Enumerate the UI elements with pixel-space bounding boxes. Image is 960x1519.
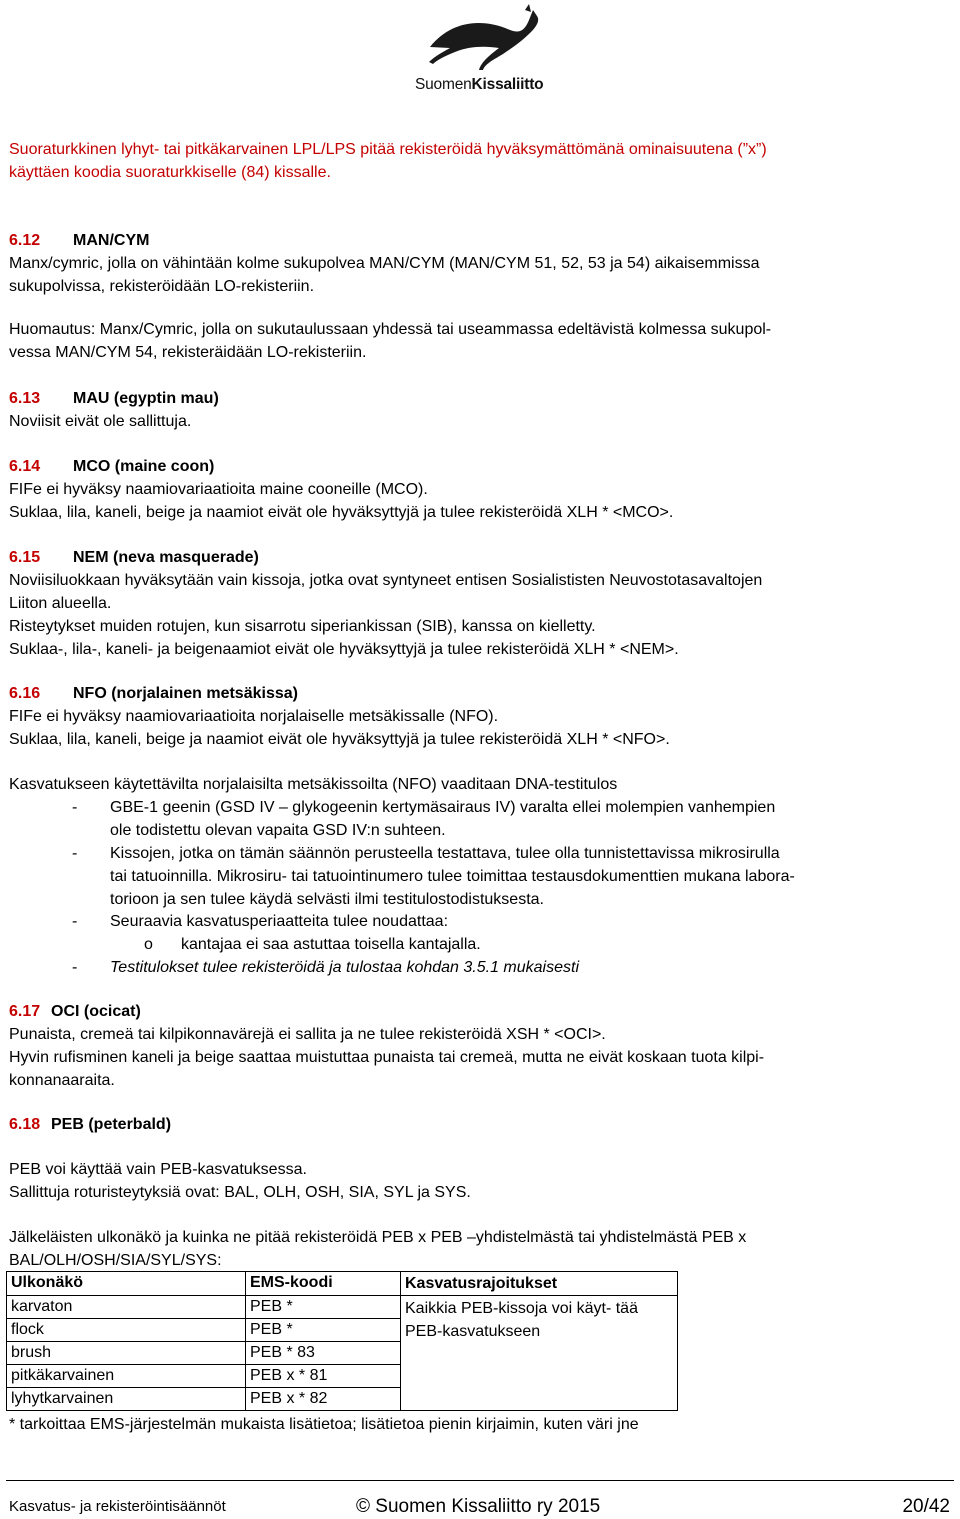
section-number: 6.17 xyxy=(9,1003,41,1020)
table-cell: brush xyxy=(7,1342,246,1365)
bullet-1-line-1: GBE-1 geenin (GSD IV – glykogeenin kertymäsairaus IV) varalta ellei molempien vanhempien xyxy=(110,799,776,816)
s617-line-2: Hyvin rufisminen kaneli ja beige saattaa muistuttaa punaista tai cremeä, mutta ne eivät koskaan tuota kilpi- xyxy=(9,1049,765,1066)
table-cell: PEB * 83 xyxy=(246,1342,401,1365)
s616-line-1: FIFe ei hyväksy naamiovariaatioita norjalaiselle metsäkissalle (NFO). xyxy=(9,708,499,725)
table-cell: flock xyxy=(7,1319,246,1342)
s618-line-2: Sallittuja roturisteytyksiä ovat: BAL, OLH, OSH, SIA, SYL ja SYS. xyxy=(9,1184,471,1201)
footer-divider xyxy=(6,1480,954,1481)
bullet-2-line-1: Kissojen, jotka on tämän säännön perusteella testattava, tulee olla tunnistettavissa mikrosirulla xyxy=(110,845,780,862)
section-number: 6.13 xyxy=(9,390,41,407)
section-6-14-heading xyxy=(9,455,214,478)
restriction-cell: Kaikkia PEB-kissoja voi käyt- tää PEB-kasvatukseen xyxy=(401,1296,678,1411)
s612-line-2: sukupolvissa, rekisteröidään LO-rekisteriin. xyxy=(9,278,315,295)
bullet-1-line-2: ole todistettu olevan vapaita GSD IV:n suhteen. xyxy=(110,822,446,839)
section-number: 6.18 xyxy=(9,1116,41,1133)
bullet-2-line-2: tai tatuoinnilla. Mikrosiru- tai tatuointinumero tulee toimittaa testausdokumenttien mukana labora- xyxy=(110,868,795,885)
section-title: PEB (peterbald) xyxy=(51,1116,172,1133)
sub-bullet-text: kantajaa ei saa astuttaa toisella kantajalla. xyxy=(181,936,481,953)
bullet-4-line-1: Testitulokset tulee rekisteröidä ja tulostaa kohdan 3.5.1 mukaisesti xyxy=(110,959,580,976)
s615-line-3: Risteytykset muiden rotujen, kun sisarrotu siperiankissan (SIB), kanssa on kielletty. xyxy=(9,618,596,635)
bullet-dash: - xyxy=(72,913,78,930)
bullet-dash: - xyxy=(72,959,78,976)
cat-logo-icon xyxy=(425,2,545,77)
s618-line-4: BAL/OLH/OSH/SIA/SYL/SYS: xyxy=(9,1252,222,1269)
s614-line-1: FIFe ei hyväksy naamiovariaatioita maine cooneille (MCO). xyxy=(9,481,428,498)
table-cell: PEB x * 81 xyxy=(246,1365,401,1388)
s615-line-2: Liiton alueella. xyxy=(9,595,112,612)
s618-line-1: PEB voi käyttää vain PEB-kasvatuksessa. xyxy=(9,1161,307,1178)
table-cell: PEB x * 82 xyxy=(246,1388,401,1411)
table-cell: lyhytkarvainen xyxy=(7,1388,246,1411)
section-6-16-heading xyxy=(9,682,298,705)
section-6-13-heading xyxy=(9,387,219,410)
section-number: 6.15 xyxy=(9,549,41,566)
bullet-2-line-3: torioon ja sen tulee käydä selvästi ilmi testitulostodistuksesta. xyxy=(110,891,544,908)
s615-line-4: Suklaa-, lila-, kaneli- ja beigenaamiot eivät ole hyväksyttyjä ja tulee rekisteröidä XLH * <NEM>. xyxy=(9,641,679,658)
s615-line-1: Noviisiluokkaan hyväksytään vain kissoja, jotka ovat syntyneet entisen Sosialististen Neuvostotasavaltojen xyxy=(9,572,763,589)
s616-line-2: Suklaa, lila, kaneli, beige ja naamiot eivät ole hyväksyttyjä ja tulee rekisteröidä XLH * <NFO>. xyxy=(9,731,670,748)
table-cell: karvaton xyxy=(7,1296,246,1319)
section-number: 6.12 xyxy=(9,232,41,249)
table-header-row xyxy=(7,1272,678,1296)
table-cell: PEB * xyxy=(246,1296,401,1319)
bullet-3-line-1: Seuraavia kasvatusperiaatteita tulee noudattaa: xyxy=(110,913,449,930)
table-cell: PEB * xyxy=(246,1319,401,1342)
section-6-15-heading xyxy=(9,546,259,569)
kissaliitto-logo xyxy=(405,0,565,100)
section-title: MAN/CYM xyxy=(73,232,150,249)
peb-table xyxy=(6,1271,678,1411)
s612-line-1: Manx/cymric, jolla on vähintään kolme sukupolvea MAN/CYM (MAN/CYM 51, 52, 53 ja 54) aikaisemmissa xyxy=(9,255,760,272)
section-title: NFO (norjalainen metsäkissa) xyxy=(73,685,298,702)
section-6-18-heading xyxy=(9,1113,171,1136)
table-header-cell: Ulkonäkö xyxy=(7,1272,246,1296)
s614-line-2: Suklaa, lila, kaneli, beige ja naamiot eivät ole hyväksyttyjä ja tulee rekisteröidä XLH * <MCO>. xyxy=(9,504,674,521)
s612-note-2: vessa MAN/CYM 54, rekisteräidään LO-rekisteriin. xyxy=(9,344,367,361)
footer-page-number: 20/42 xyxy=(902,1496,950,1517)
table-row xyxy=(7,1296,678,1319)
s613-line-1: Noviisit eivät ole sallittuja. xyxy=(9,413,192,430)
intro-line-1: Suoraturkkinen lyhyt- tai pitkäkarvainen LPL/LPS pitää rekisteröidä hyväksymättömänä ominaisuutena (”x”) xyxy=(9,141,767,158)
intro-line-2: käyttäen koodia suoraturkkiselle (84) kissalle. xyxy=(9,164,331,181)
bullet-dash: - xyxy=(72,845,78,862)
logo-wordmark: SuomenKissaliitto xyxy=(415,76,544,93)
s617-line-1: Punaista, cremeä tai kilpikonnavärejä ei sallita ja ne tulee rekisteröidä XSH * <OCI>. xyxy=(9,1026,606,1043)
s617-line-3: konnanaaraita. xyxy=(9,1072,115,1089)
section-number: 6.14 xyxy=(9,458,41,475)
bullet-dash: - xyxy=(72,799,78,816)
section-title: NEM (neva masquerade) xyxy=(73,549,259,566)
table-footnote: * tarkoittaa EMS-järjestelmän mukaista lisätietoa; lisätietoa pienin kirjaimin, kuten väri jne xyxy=(9,1416,639,1433)
sub-bullet-marker: o xyxy=(144,936,153,953)
footer-left: Kasvatus- ja rekisteröintisäännöt xyxy=(9,1498,226,1515)
section-number: 6.16 xyxy=(9,685,41,702)
section-title: MAU (egyptin mau) xyxy=(73,390,219,407)
s618-line-3: Jälkeläisten ulkonäkö ja kuinka ne pitää rekisteröidä PEB x PEB –yhdistelmästä tai yhdistelmästä PEB x xyxy=(9,1229,747,1246)
table-header-cell: EMS-koodi xyxy=(246,1272,401,1296)
table-cell: pitkäkarvainen xyxy=(7,1365,246,1388)
table-header-cell: Kasvatusrajoitukset xyxy=(401,1272,678,1296)
footer-center: © Suomen Kissaliitto ry 2015 xyxy=(356,1496,601,1517)
section-title: MCO (maine coon) xyxy=(73,458,215,475)
s616-dna-line: Kasvatukseen käytettävilta norjalaisilta metsäkissoilta (NFO) vaaditaan DNA-testitulos xyxy=(9,776,618,793)
section-6-12-heading xyxy=(9,229,149,252)
s612-note-1: Huomautus: Manx/Cymric, jolla on sukutaulussaan yhdessä tai useammassa edeltävistä kolmessa sukupol- xyxy=(9,321,772,338)
section-6-17-heading xyxy=(9,1000,141,1023)
section-title: OCI (ocicat) xyxy=(51,1003,141,1020)
